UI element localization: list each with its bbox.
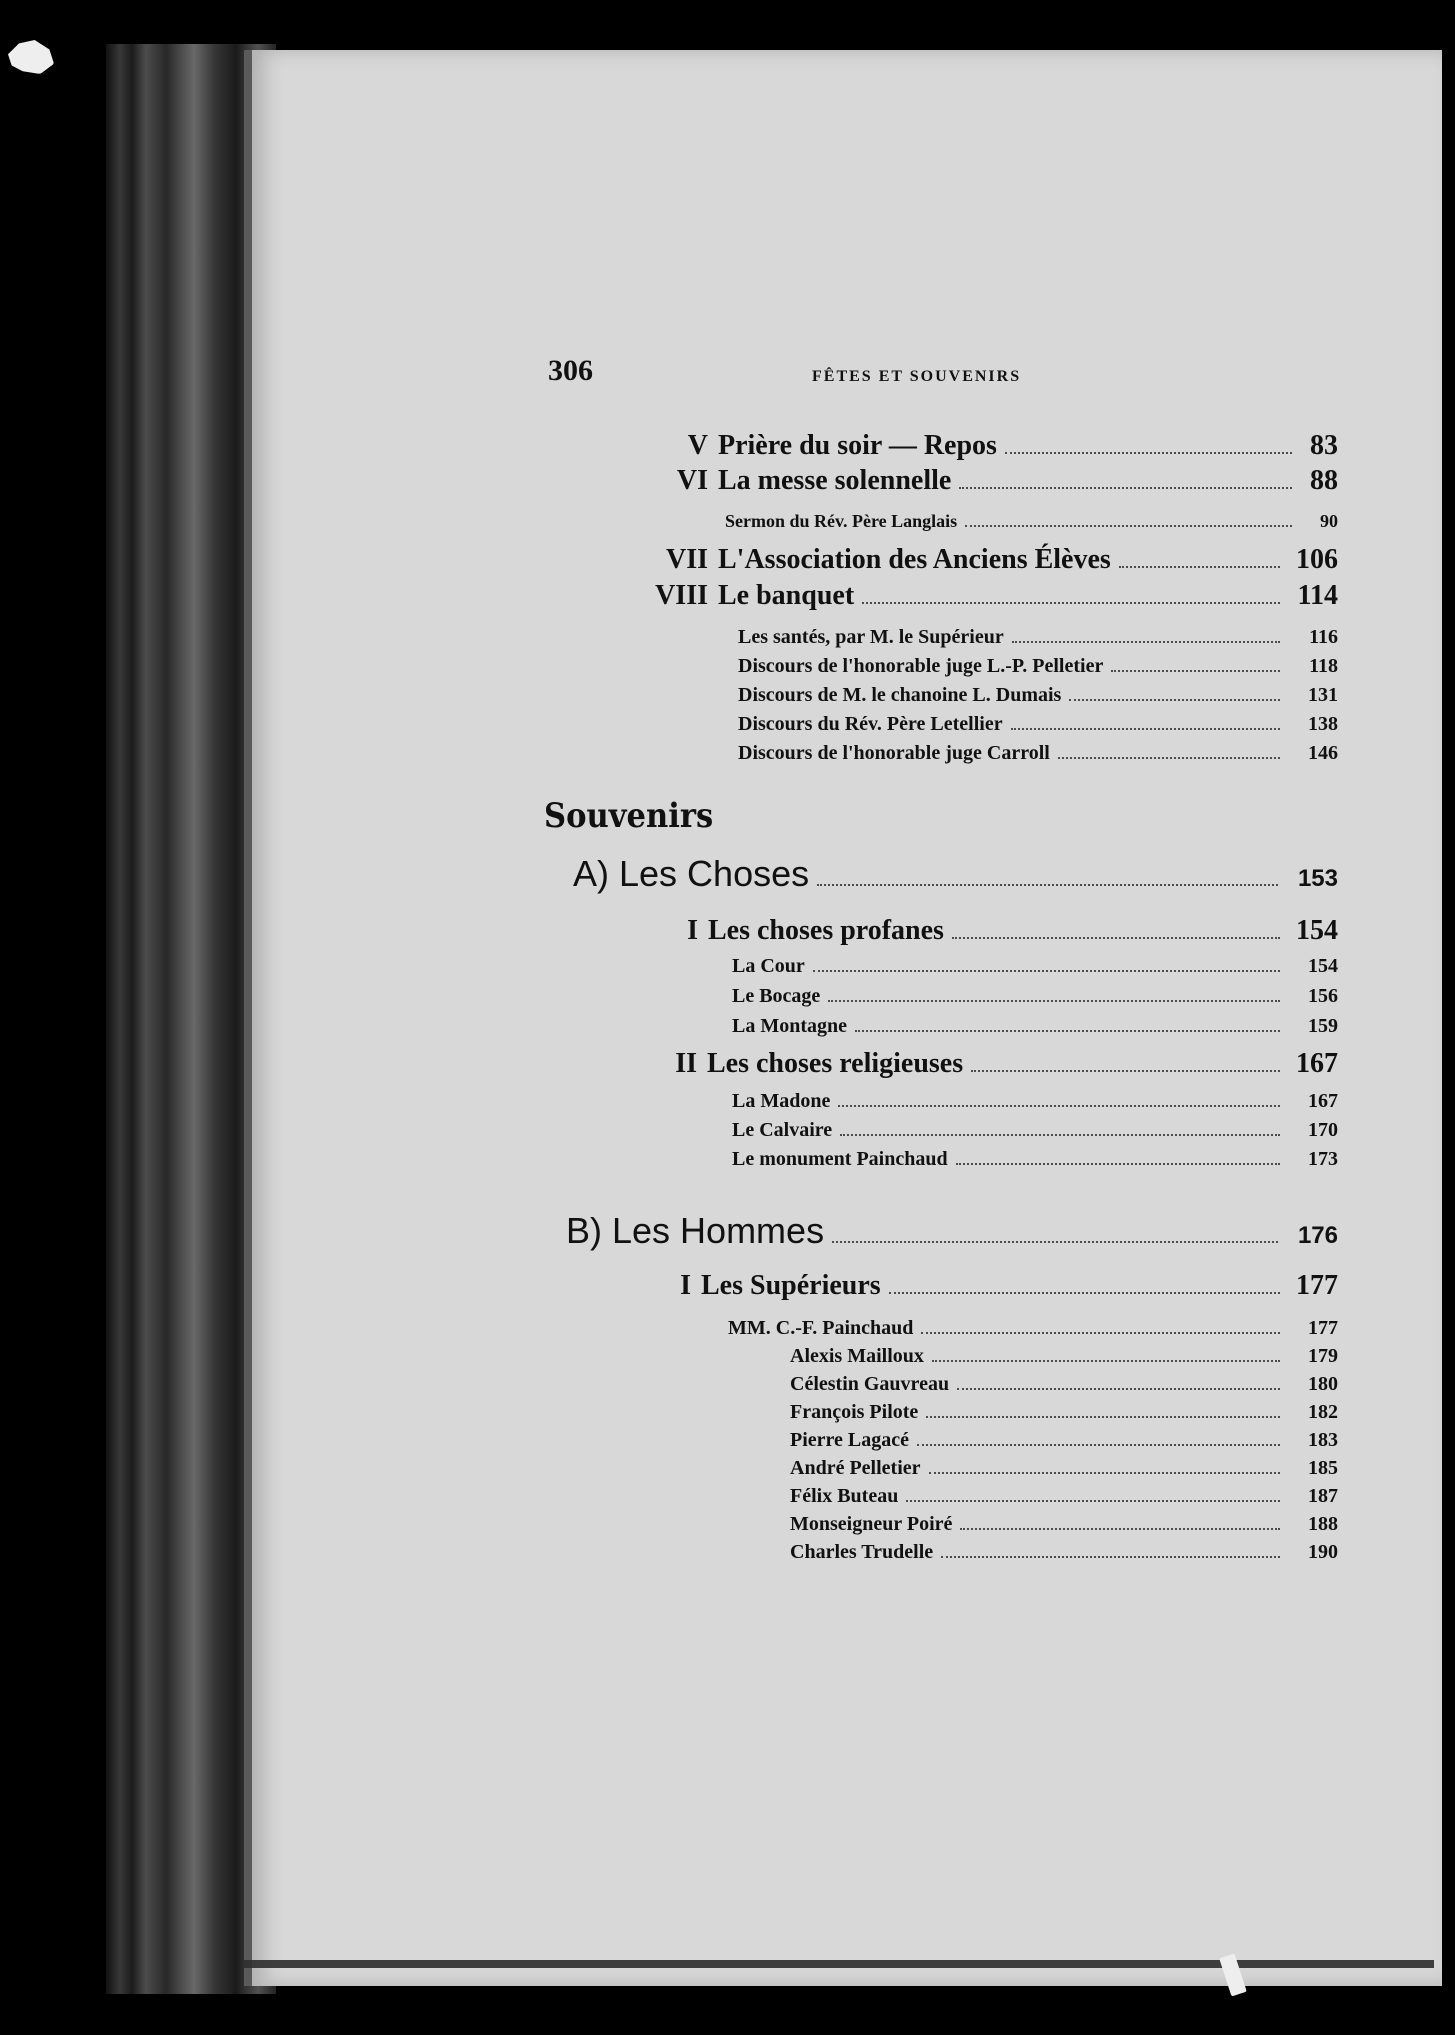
- leader-dots: [965, 525, 1292, 527]
- entry-page-number: 190: [1308, 1541, 1338, 1563]
- entry-label: Les choses religieuses: [707, 1048, 964, 1079]
- leader-dots: [817, 884, 1278, 886]
- toc-entry: [680, 430, 1338, 462]
- leader-dots: [960, 1528, 1280, 1530]
- leader-dots: [1058, 757, 1280, 759]
- toc-entry: [732, 1090, 1338, 1115]
- entry-page-number: 153: [1297, 865, 1338, 892]
- entry-label: Félix Buteau: [790, 1485, 899, 1507]
- entry-page-number: 180: [1308, 1373, 1338, 1395]
- entry-label: La messe solennelle: [718, 465, 952, 496]
- leader-dots: [1119, 566, 1280, 568]
- toc-entry: [790, 1485, 1338, 1510]
- entry-page-number: 114: [1297, 580, 1338, 611]
- toc-entry: [738, 742, 1338, 767]
- entry-label: Le monument Painchaud: [732, 1148, 948, 1170]
- toc-entry: [738, 684, 1338, 709]
- entry-page-number: 177: [1308, 1317, 1338, 1339]
- entry-label: Monseigneur Poiré: [790, 1513, 953, 1535]
- entry-page-number: 154: [1308, 955, 1338, 977]
- leader-dots: [926, 1416, 1280, 1418]
- entry-label: Pierre Lagacé: [790, 1429, 910, 1451]
- toc-entry: [738, 655, 1338, 680]
- toc-entry: [790, 1373, 1338, 1398]
- entry-label: Le Calvaire: [732, 1119, 833, 1141]
- entry-label: Les choses profanes: [708, 915, 944, 946]
- toc-entry: [738, 626, 1338, 651]
- entry-label: MM. C.-F. Painchaud: [728, 1317, 914, 1339]
- toc-entry: [790, 1457, 1338, 1482]
- entry-page-number: 146: [1308, 742, 1338, 764]
- entry-label: Prière du soir — Repos: [718, 430, 997, 461]
- toc-entry: [667, 465, 1338, 497]
- section-heading-souvenirs: Souvenirs: [544, 796, 714, 836]
- leader-dots: [952, 937, 1280, 939]
- leader-dots: [832, 1241, 1278, 1243]
- leader-dots: [838, 1105, 1280, 1107]
- toc-entry: [738, 713, 1338, 738]
- entry-label: Célestin Gauvreau: [790, 1373, 950, 1395]
- entry-label: Charles Trudelle: [790, 1541, 934, 1563]
- running-header: FÊTES ET SOUVENIRS: [812, 368, 1022, 385]
- leader-dots: [862, 602, 1280, 604]
- toc-entry: [790, 1513, 1338, 1538]
- entry-label: Discours du Rév. Père Letellier: [738, 713, 1003, 735]
- entry-page-number: 138: [1308, 713, 1338, 735]
- leader-dots: [906, 1500, 1280, 1502]
- entry-page-number: 159: [1308, 1015, 1338, 1037]
- toc-entry: [790, 1401, 1338, 1426]
- leader-dots: [917, 1444, 1280, 1446]
- leader-dots: [1111, 670, 1280, 672]
- entry-label: André Pelletier: [790, 1457, 921, 1479]
- entry-roman-numeral: VII: [665, 544, 708, 575]
- entry-page-number: 173: [1308, 1148, 1338, 1170]
- toc-entry: [638, 580, 1338, 612]
- entry-label: Le Bocage: [732, 985, 821, 1007]
- entry-page-number: 90: [1320, 511, 1338, 531]
- entry-label: François Pilote: [790, 1401, 919, 1423]
- leader-dots: [1069, 699, 1280, 701]
- leader-dots: [828, 1000, 1280, 1002]
- leader-dots: [1011, 728, 1280, 730]
- toc-entry: [725, 511, 1338, 535]
- toc-entry: [654, 544, 1338, 576]
- toc-entry: [732, 1015, 1338, 1040]
- entry-roman-numeral: I: [680, 1270, 691, 1301]
- leader-dots: [813, 970, 1280, 972]
- toc-entry: [673, 1270, 1338, 1302]
- entry-roman-numeral: VIII: [655, 580, 708, 611]
- entry-roman-numeral: VI: [676, 465, 708, 496]
- toc-entry: [790, 1429, 1338, 1454]
- leader-dots: [959, 487, 1292, 489]
- entry-page-number: 188: [1308, 1513, 1338, 1535]
- entry-page-number: 183: [1308, 1429, 1338, 1451]
- leader-dots: [929, 1472, 1281, 1474]
- entry-page-number: 131: [1308, 684, 1338, 706]
- toc-entry: [790, 1345, 1338, 1370]
- toc-entry: [732, 1119, 1338, 1144]
- entry-label: B) Les Hommes: [566, 1210, 825, 1251]
- leader-dots: [1005, 452, 1292, 454]
- entry-page-number: 182: [1308, 1401, 1338, 1423]
- toc-entry: [665, 1048, 1338, 1080]
- leader-dots: [932, 1360, 1280, 1362]
- toc-entry: [728, 1317, 1338, 1342]
- entry-page-number: 167: [1296, 1048, 1338, 1079]
- entry-page-number: 179: [1308, 1345, 1338, 1367]
- entry-page-number: 167: [1308, 1090, 1338, 1112]
- toc-entry: [573, 853, 1338, 895]
- leader-dots: [941, 1556, 1280, 1558]
- entry-page-number: 154: [1296, 915, 1338, 946]
- entry-page-number: 176: [1297, 1222, 1338, 1249]
- entry-label: A) Les Choses: [573, 853, 810, 894]
- entry-label: Sermon du Rév. Père Langlais: [725, 511, 958, 531]
- toc-entry: [680, 915, 1338, 947]
- entry-page-number: 170: [1308, 1119, 1338, 1141]
- leader-dots: [855, 1030, 1280, 1032]
- entry-page-number: 106: [1296, 544, 1338, 575]
- entry-label: La Cour: [732, 955, 805, 977]
- entry-page-number: 88: [1310, 465, 1338, 496]
- entry-roman-numeral: II: [675, 1048, 697, 1079]
- entry-page-number: 187: [1308, 1485, 1338, 1507]
- leader-dots: [840, 1134, 1280, 1136]
- entry-label: Alexis Mailloux: [790, 1345, 924, 1367]
- entry-label: Les Supérieurs: [701, 1270, 881, 1301]
- entry-page-number: 116: [1309, 626, 1338, 648]
- toc-entry: [732, 1148, 1338, 1173]
- entry-page-number: 83: [1310, 430, 1338, 461]
- leader-dots: [889, 1292, 1280, 1294]
- toc-entry: [566, 1210, 1338, 1252]
- page-number: 306: [548, 354, 593, 387]
- leader-dots: [921, 1332, 1280, 1334]
- leader-dots: [971, 1070, 1280, 1072]
- entry-page-number: 118: [1309, 655, 1338, 677]
- entry-label: Discours de l'honorable juge Carroll: [738, 742, 1050, 764]
- entry-page-number: 185: [1308, 1457, 1338, 1479]
- entry-label: Le banquet: [718, 580, 855, 611]
- entry-label: Discours de l'honorable juge L.-P. Pelletier: [738, 655, 1104, 677]
- entry-label: L'Association des Anciens Élèves: [718, 544, 1111, 575]
- entry-label: La Madone: [732, 1090, 831, 1112]
- leader-dots: [957, 1388, 1280, 1390]
- entry-page-number: 177: [1296, 1270, 1338, 1301]
- entry-roman-numeral: V: [687, 430, 708, 461]
- toc-entry: [732, 985, 1338, 1010]
- toc-entry: [732, 955, 1338, 980]
- entry-roman-numeral: I: [687, 915, 698, 946]
- entry-label: Discours de M. le chanoine L. Dumais: [738, 684, 1062, 706]
- entry-page-number: 156: [1308, 985, 1338, 1007]
- entry-label: La Montagne: [732, 1015, 847, 1037]
- leader-dots: [1012, 641, 1280, 643]
- leader-dots: [956, 1163, 1280, 1165]
- toc-entry: [790, 1541, 1338, 1566]
- entry-label: Les santés, par M. le Supérieur: [738, 626, 1004, 648]
